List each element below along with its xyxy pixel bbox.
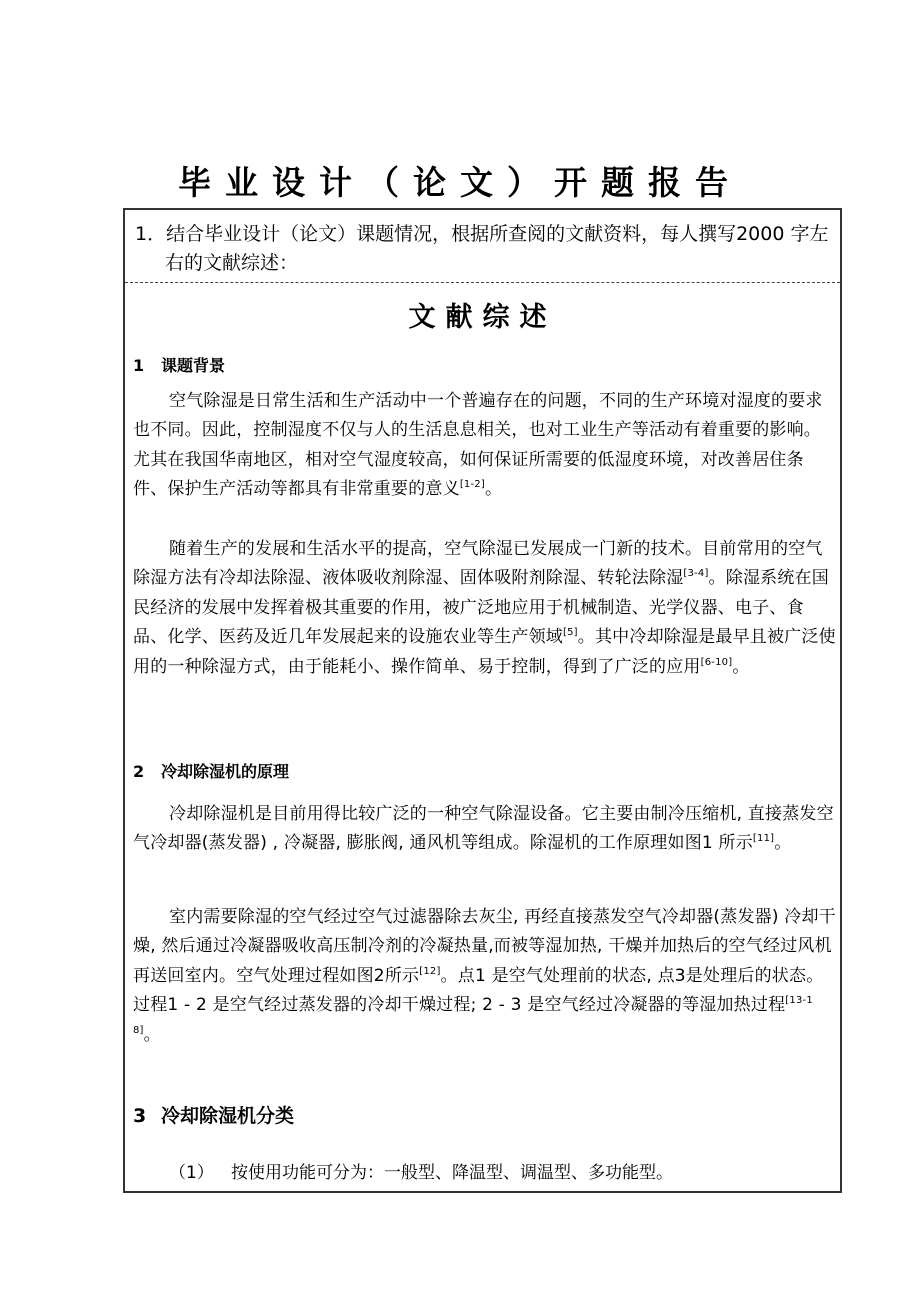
report-frame xyxy=(123,208,842,1193)
paragraph-text: 空气除湿是日常生活和生产活动中一个普遍存在的问题，不同的生产环境对湿度的要求也不同。因此，控制湿度不仅与人的生活息息相关，也对工业生产等活动有着重要的影响。尤其在我国华南地区，相对空气湿度较高，如何保证所需要的低湿度环境，对改善居住条件、保护生产活动等都具有非常重要的意义 xyxy=(133,391,823,500)
section-number: 2 xyxy=(133,762,145,781)
list-item-text: 按使用功能可分为：一般型、降温型、调温型、多功能型。 xyxy=(231,1163,673,1183)
dashed-divider xyxy=(125,282,840,283)
section-number: 1 xyxy=(133,356,145,375)
section-title: 冷却除湿机的原理 xyxy=(161,762,290,781)
section-heading-3 xyxy=(133,1103,294,1129)
paragraph-text: 。 xyxy=(774,833,792,854)
paragraph-text: 。点1 是空气处理前的状态, 点3是处理后的状态。过程1 - 2 是空气经过蒸发器的冷却干燥过程; 2 - 3 是空气经过冷凝器的等湿加热过程 xyxy=(133,965,824,1016)
literature-review-heading: 文献综述 xyxy=(408,302,557,333)
paragraph-text: 室内需要除湿的空气经过空气过滤器除去灰尘, 再经直接蒸发空气冷却器(蒸发器) 冷却干燥, 然后通过冷凝器吸收高压制冷剂的冷凝热量,而被等湿加热, 干燥并加热后的空气经过风机再送回室内。空气处理过程如图2所示 xyxy=(133,907,836,986)
citation: [13-18] xyxy=(133,995,813,1036)
section-title: 冷却除湿机分类 xyxy=(161,1105,295,1127)
paragraph-principle-1 xyxy=(133,800,838,859)
paragraph-principle-2 xyxy=(133,903,838,1050)
paragraph-text: 冷却除湿机是目前用得比较广泛的一种空气除湿设备。它主要由制冷压缩机, 直接蒸发空气冷却器(蒸发器) , 冷凝器, 膨胀阀, 通风机等组成。除湿机的工作原理如图1 所示 xyxy=(133,804,834,854)
paragraph-text: 。 xyxy=(484,479,503,500)
citation: [1-2] xyxy=(459,479,485,491)
page-title: 毕业设计（论文）开题报告 xyxy=(178,163,742,202)
list-marker: （1） xyxy=(169,1163,214,1183)
instruction-prompt: 1．结合毕业设计（论文）课题情况，根据所查阅的文献资料，每人撰写2000 字左右的文献综述： xyxy=(135,223,829,274)
section-heading-1 xyxy=(133,353,225,379)
section-title: 课题背景 xyxy=(161,356,226,375)
paragraph-text: 随着生产的发展和生活水平的提高，空气除湿已发展成一门新的技术。目前常用的空气除湿方法有冷却法除湿、液体吸收剂除湿、固体吸附剂除湿、转轮法除湿 xyxy=(133,539,823,589)
section-number: 3 xyxy=(133,1105,147,1127)
paragraph-text: 。 xyxy=(143,1024,161,1045)
paragraph-text: 。除湿系统在国民经济的发展中发挥着极其重要的作用，被广泛地应用于机械制造、光学仪器、电子、食品、化学、医药及近几年发展起来的设施农业等生产领域 xyxy=(133,568,829,648)
citation: [11] xyxy=(752,833,775,845)
paragraph-background-2 xyxy=(133,535,838,682)
citation: [3-4] xyxy=(683,568,709,580)
citation: [6-10] xyxy=(700,656,733,668)
section-heading-2 xyxy=(133,759,289,785)
paragraph-background-1 xyxy=(133,387,838,505)
paragraph-text: 。其中冷却除湿是最早且被广泛使用的一种除湿方式，由于能耗小、操作简单、易于控制，得到了广泛的应用 xyxy=(133,627,836,677)
citation: [5] xyxy=(563,627,578,639)
list-item xyxy=(169,1160,673,1186)
citation: [12] xyxy=(419,965,441,977)
paragraph-text: 。 xyxy=(732,656,750,677)
